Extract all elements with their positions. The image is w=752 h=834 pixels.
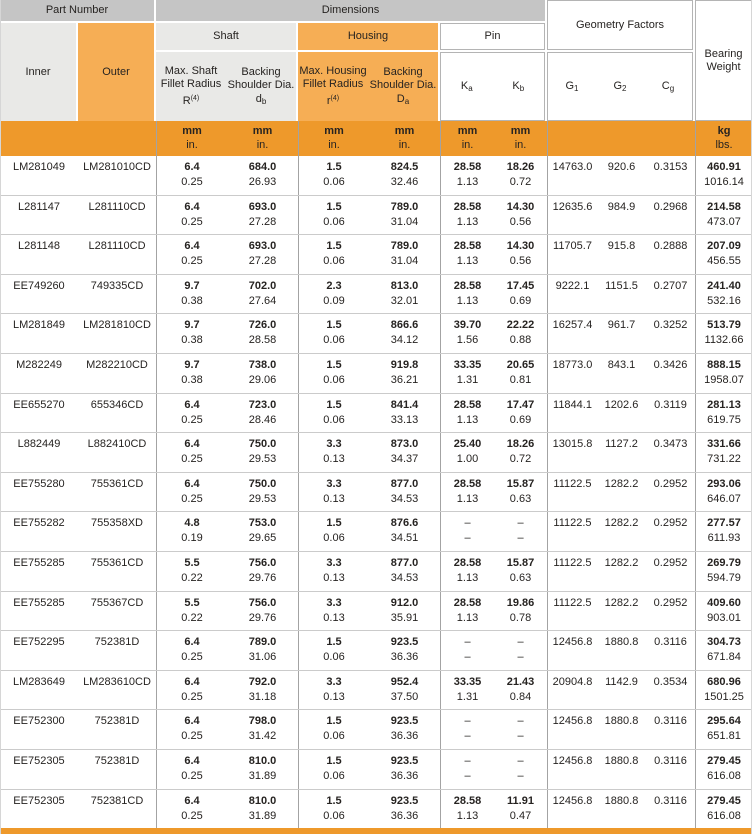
cell-inner: LM281849 [13, 319, 65, 332]
cell-shaft-fillet: 9.7 0.38 [156, 314, 227, 353]
cell-weight: 295.64 651.81 [695, 710, 752, 749]
cell-kb: 20.65 0.81 [506, 358, 535, 386]
cell-housing-fillet: 1.5 0.06 [298, 394, 369, 433]
cell-shaft-fillet: 5.5 0.22 [156, 592, 227, 631]
cell-g2: 1880.8 [604, 715, 639, 728]
cell-housing-fillet: 3.3 0.13 [298, 671, 369, 710]
cell-shaft-fillet: 6.4 0.25 [156, 473, 227, 512]
cell-g1: 11122.5 [547, 512, 597, 551]
cell-ka: – – [440, 750, 494, 789]
cell-g2: 1151.5 [605, 279, 638, 292]
header-kb: $K_b$ [512, 79, 525, 93]
table-left-border [0, 0, 1, 834]
table-row [0, 196, 752, 236]
cell-g1: 11122.5 [547, 473, 597, 512]
cell-kb: – – [517, 715, 524, 743]
cell-shaft-shoulder: 810.0 31.89 [248, 754, 277, 782]
cell-outer: 755367CD [90, 596, 144, 609]
cell-weight: 680.96 1501.25 [695, 671, 752, 710]
header-ka: $K_a$ [460, 79, 473, 93]
cell-outer: 655346CD [90, 398, 144, 411]
cell-shaft-shoulder: 792.0 31.18 [248, 675, 277, 703]
cell-housing-shoulder: 923.5 36.36 [390, 715, 419, 743]
table-row [0, 473, 752, 513]
cell-shaft-shoulder: 810.0 31.89 [248, 794, 277, 822]
cell-kb: 17.45 0.69 [506, 279, 535, 307]
cell-g2: 961.7 [607, 319, 636, 332]
cell-g2: 920.6 [607, 161, 636, 173]
units-part-number-blank [0, 121, 156, 156]
max-housing-fillet-radius-symbol: $r^{(4)}$ [326, 95, 340, 107]
cell-shaft-shoulder: 726.0 28.58 [248, 319, 277, 347]
cell-ka: 28.58 1.13 [440, 473, 494, 512]
header-part-number-label: Part Number [45, 4, 109, 16]
cell-shaft-fillet: 6.4 0.25 [156, 631, 227, 670]
cell-ka: 28.58 1.13 [440, 275, 494, 314]
cell-inner: L281147 [17, 200, 60, 213]
cell-housing-shoulder: 841.4 33.13 [390, 398, 419, 426]
cell-shaft-fillet: 6.4 0.25 [156, 235, 227, 274]
cell-inner: EE755285 [13, 596, 65, 609]
cell-inner: M282249 [16, 358, 62, 371]
cell-cg: 0.3116 [654, 715, 687, 728]
cell-housing-shoulder: 912.0 35.91 [390, 596, 419, 624]
cell-kb: 19.86 0.78 [506, 596, 535, 624]
units-kb: mm in. [510, 125, 531, 151]
cell-housing-shoulder: 876.6 34.51 [390, 517, 419, 545]
cell-weight: 460.91 1016.14 [695, 156, 752, 195]
cell-shaft-fillet: 6.4 0.25 [156, 750, 227, 789]
units-weight: kg lbs. [695, 121, 752, 156]
cell-g1: 12456.8 [547, 710, 597, 749]
cell-housing-shoulder: 866.6 34.12 [390, 319, 419, 347]
units-housing-shoulder: mm in. [394, 125, 415, 151]
cell-housing-fillet: 1.5 0.06 [298, 354, 369, 393]
cell-g1: 12456.8 [547, 631, 597, 670]
cell-housing-shoulder: 873.0 34.37 [390, 438, 419, 466]
header-outer [78, 23, 154, 121]
cell-housing-shoulder: 824.5 32.46 [390, 161, 419, 188]
header-shaft-label: Shaft [213, 30, 239, 42]
cell-housing-fillet: 1.5 0.06 [298, 750, 369, 789]
cell-g2: 843.1 [607, 358, 636, 371]
cell-outer: 755361CD [90, 477, 144, 490]
cell-inner: LM283649 [13, 675, 65, 688]
cell-weight: 214.58 473.07 [695, 196, 752, 235]
cell-housing-shoulder: 789.0 31.04 [390, 200, 419, 228]
header-shaft-columns [156, 52, 296, 121]
cell-g2: 1282.2 [604, 556, 639, 569]
table-row [0, 750, 752, 790]
cell-housing-shoulder: 952.4 37.50 [390, 675, 419, 703]
cell-shaft-fillet: 5.5 0.22 [156, 552, 227, 591]
cell-weight: 888.15 1958.07 [695, 354, 752, 393]
cell-cg: 0.3153 [653, 161, 688, 173]
cell-outer: LM281010CD [83, 161, 151, 173]
cell-outer: L882410CD [87, 438, 147, 451]
cell-weight: 269.79 594.79 [695, 552, 752, 591]
cell-housing-shoulder: 877.0 34.53 [390, 477, 419, 505]
cell-inner: EE749260 [13, 279, 65, 292]
header-pin-label: Pin [484, 30, 501, 42]
header-dimensions-label: Dimensions [321, 4, 380, 16]
cell-weight: 409.60 903.01 [695, 592, 752, 631]
cell-weight: 241.40 532.16 [695, 275, 752, 314]
cell-cg: 0.3473 [653, 438, 688, 451]
table-row [0, 592, 752, 632]
cell-shaft-fillet: 9.7 0.38 [156, 354, 227, 393]
cell-shaft-fillet: 6.4 0.25 [156, 394, 227, 433]
cell-shaft-fillet: 6.4 0.25 [156, 671, 227, 710]
max-shaft-fillet-radius-label: Max. Shaft Fillet Radius [160, 65, 222, 90]
header-housing-columns [298, 52, 438, 121]
cell-g2: 1282.2 [604, 596, 639, 609]
cell-housing-fillet: 1.5 0.06 [298, 512, 369, 551]
cell-housing-fillet: 1.5 0.06 [298, 790, 369, 829]
units-shaft-shoulder: mm in. [252, 125, 273, 151]
table-row [0, 710, 752, 750]
cell-kb: 18.26 0.72 [506, 438, 535, 466]
cell-inner: EE655270 [13, 398, 65, 411]
cell-g1: 11705.7 [547, 235, 597, 274]
cell-housing-shoulder: 923.5 36.36 [390, 754, 419, 782]
cell-housing-fillet: 3.3 0.13 [298, 552, 369, 591]
table-row [0, 790, 752, 829]
cell-g1: 11122.5 [547, 552, 597, 591]
table-row [0, 235, 752, 275]
cell-shaft-fillet: 6.4 0.25 [156, 710, 227, 749]
cell-weight: 331.66 731.22 [695, 433, 752, 472]
header-max-housing-fillet-radius [298, 52, 368, 121]
cell-inner: EE755282 [13, 517, 65, 530]
cell-kb: 18.26 0.72 [506, 161, 535, 188]
cell-ka: 33.35 1.31 [440, 354, 494, 393]
cell-ka: 28.58 1.13 [440, 235, 494, 274]
max-shaft-fillet-radius-symbol: $R^{(4)}$ [182, 95, 200, 107]
cell-g2: 915.8 [607, 240, 636, 253]
cell-outer: 752381CD [90, 794, 144, 807]
units-row [0, 121, 752, 156]
header-bearing-weight [695, 0, 752, 121]
cell-kb: 14.30 0.56 [506, 240, 535, 268]
cell-inner: EE755285 [13, 556, 65, 569]
header-geometry-factors [547, 0, 693, 50]
cell-shaft-fillet: 6.4 0.25 [156, 156, 227, 195]
cell-ka: 25.40 1.00 [440, 433, 494, 472]
cell-shaft-shoulder: 750.0 29.53 [248, 438, 277, 466]
cell-weight: 207.09 456.55 [695, 235, 752, 274]
cell-ka: 28.58 1.13 [440, 552, 494, 591]
cell-shaft-fillet: 4.8 0.19 [156, 512, 227, 551]
table-body [0, 156, 752, 828]
units-geometry-blank [547, 121, 695, 156]
cell-cg: 0.3252 [653, 319, 688, 332]
header-geometry-columns [547, 52, 693, 121]
cell-cg: 0.2952 [653, 556, 688, 569]
cell-outer: L281110CD [88, 200, 146, 213]
header-shaft-group [156, 23, 296, 50]
cell-outer: L281110CD [88, 240, 146, 253]
cell-shaft-shoulder: 750.0 29.53 [248, 477, 277, 505]
cell-inner: LM281049 [13, 161, 65, 173]
cell-g2: 1127.2 [605, 438, 638, 451]
cell-g1: 12635.6 [547, 196, 597, 235]
cell-housing-fillet: 1.5 0.06 [298, 156, 369, 195]
table-row [0, 671, 752, 711]
cell-cg: 0.2707 [653, 279, 688, 292]
cell-housing-fillet: 3.3 0.13 [298, 473, 369, 512]
cell-inner: EE752305 [13, 754, 65, 767]
cell-inner: L281148 [17, 240, 60, 253]
cell-shaft-shoulder: 684.0 26.93 [248, 161, 277, 188]
cell-g2: 1880.8 [604, 754, 639, 767]
cell-weight: 277.57 611.93 [695, 512, 752, 551]
cell-ka: – – [440, 631, 494, 670]
cell-g2: 1282.2 [604, 477, 639, 490]
cell-g1: 9222.1 [547, 275, 597, 314]
housing-backing-shoulder-symbol: $D_a$ [396, 92, 410, 106]
cell-shaft-shoulder: 693.0 27.28 [248, 240, 277, 268]
cell-inner: EE752305 [13, 794, 65, 807]
max-housing-fillet-radius-label: Max. Housing Fillet Radius [299, 65, 367, 90]
header-dimensions [156, 0, 545, 21]
table-row [0, 156, 752, 196]
cell-g2: 1202.6 [604, 398, 639, 411]
cell-g1: 20904.8 [547, 671, 597, 710]
cell-shaft-fillet: 6.4 0.25 [156, 433, 227, 472]
cell-inner: L882449 [17, 438, 61, 451]
table-row [0, 512, 752, 552]
cell-shaft-shoulder: 693.0 27.28 [248, 200, 277, 228]
cell-cg: 0.3426 [653, 358, 688, 371]
cell-shaft-fillet: 9.7 0.38 [156, 275, 227, 314]
cell-shaft-shoulder: 753.0 29.65 [248, 517, 277, 545]
table-row [0, 394, 752, 434]
cell-ka: – – [440, 710, 494, 749]
cell-housing-shoulder: 923.5 36.36 [390, 636, 419, 664]
cell-kb: – – [517, 517, 524, 545]
cell-weight: 281.13 619.75 [695, 394, 752, 433]
cell-housing-fillet: 3.3 0.13 [298, 433, 369, 472]
cell-outer: M282210CD [86, 358, 148, 371]
header-pin-group [440, 23, 545, 50]
cell-kb: 15.87 0.63 [506, 556, 535, 584]
cell-ka: 28.58 1.13 [440, 196, 494, 235]
cell-inner: EE755280 [13, 477, 65, 490]
cell-ka: 28.58 1.13 [440, 394, 494, 433]
cell-outer: LM283610CD [83, 675, 151, 688]
shaft-backing-shoulder-symbol: $d_b$ [255, 92, 267, 106]
table-row [0, 314, 752, 354]
header-shaft-backing-shoulder-dia [226, 52, 296, 121]
cell-g2: 984.9 [607, 200, 636, 213]
table-header [0, 0, 752, 121]
cell-shaft-shoulder: 798.0 31.42 [248, 715, 277, 743]
header-inner [0, 23, 76, 121]
cell-kb: 11.91 0.47 [507, 794, 534, 822]
cell-shaft-fillet: 6.4 0.25 [156, 790, 227, 829]
cell-cg: 0.3116 [654, 754, 687, 767]
cell-kb: 14.30 0.56 [506, 200, 535, 228]
header-g1: $G_1$ [565, 79, 579, 93]
cell-weight: 513.79 1132.66 [695, 314, 752, 353]
cell-ka: – – [440, 512, 494, 551]
cell-g1: 11844.1 [547, 394, 597, 433]
table-row [0, 552, 752, 592]
table-row [0, 631, 752, 671]
cell-cg: 0.3116 [654, 794, 687, 807]
header-part-number [0, 0, 154, 21]
cell-shaft-shoulder: 723.0 28.46 [248, 398, 277, 426]
header-max-shaft-fillet-radius [156, 52, 226, 121]
table-row [0, 433, 752, 473]
cell-g1: 12456.8 [547, 790, 597, 829]
header-geometry-factors-label: Geometry Factors [575, 18, 665, 31]
cell-housing-shoulder: 813.0 32.01 [390, 279, 419, 307]
cell-housing-fillet: 3.3 0.13 [298, 592, 369, 631]
units-shaft-fillet: mm in. [156, 121, 227, 156]
cell-kb: 17.47 0.69 [506, 398, 535, 426]
cell-housing-fillet: 1.5 0.06 [298, 314, 369, 353]
cell-cg: 0.2952 [653, 517, 688, 530]
units-housing-fillet: mm in. [298, 121, 369, 156]
cell-shaft-shoulder: 789.0 31.06 [248, 636, 277, 664]
cell-weight: 293.06 646.07 [695, 473, 752, 512]
header-inner-label: Inner [25, 65, 51, 78]
cell-outer: 755358XD [91, 517, 143, 530]
cell-housing-fillet: 2.3 0.09 [298, 275, 369, 314]
cell-housing-shoulder: 789.0 31.04 [390, 240, 419, 268]
footer-accent-bar [0, 828, 752, 834]
cell-outer: 752381D [94, 754, 140, 767]
cell-shaft-fillet: 6.4 0.25 [156, 196, 227, 235]
cell-housing-fillet: 1.5 0.06 [298, 235, 369, 274]
cell-cg: 0.3119 [654, 398, 687, 411]
header-bearing-weight-label: Bearing Weight [704, 47, 743, 73]
cell-housing-shoulder: 877.0 34.53 [390, 556, 419, 584]
cell-inner: EE752295 [13, 636, 65, 649]
cell-g1: 16257.4 [547, 314, 597, 353]
housing-backing-shoulder-label: Backing Shoulder Dia. [369, 65, 437, 91]
header-pin-columns [440, 52, 545, 121]
cell-cg: 0.2888 [653, 240, 688, 253]
cell-ka: 28.58 1.13 [440, 592, 494, 631]
header-housing-label: Housing [347, 30, 389, 42]
cell-outer: 752381D [94, 636, 140, 649]
cell-housing-fillet: 1.5 0.06 [298, 196, 369, 235]
header-housing-backing-shoulder-dia [368, 52, 438, 121]
cell-outer: 752381D [94, 715, 140, 728]
cell-g2: 1880.8 [604, 794, 639, 807]
cell-g1: 13015.8 [547, 433, 597, 472]
cell-shaft-shoulder: 756.0 29.76 [248, 596, 277, 624]
cell-outer: 749335CD [90, 279, 144, 292]
cell-inner: EE752300 [13, 715, 65, 728]
cell-shaft-shoulder: 756.0 29.76 [248, 556, 277, 584]
cell-g1: 12456.8 [547, 750, 597, 789]
units-ka: mm in. [440, 121, 494, 156]
cell-outer: 755361CD [90, 556, 144, 569]
cell-ka: 39.70 1.56 [440, 314, 494, 353]
cell-kb: – – [517, 754, 524, 782]
header-housing-group [298, 23, 438, 50]
cell-cg: 0.2952 [653, 477, 688, 490]
cell-cg: 0.3534 [653, 675, 688, 688]
table-row [0, 354, 752, 394]
cell-weight: 279.45 616.08 [695, 750, 752, 789]
cell-cg: 0.2952 [653, 596, 688, 609]
cell-g2: 1282.2 [604, 517, 639, 530]
cell-g2: 1142.9 [605, 675, 638, 688]
shaft-backing-shoulder-label: Backing Shoulder Dia. [227, 65, 295, 91]
cell-g1: 14763.0 [547, 156, 597, 195]
header-outer-label: Outer [102, 65, 130, 78]
cell-housing-shoulder: 919.8 36.21 [390, 358, 419, 386]
cell-shaft-shoulder: 702.0 27.64 [248, 279, 277, 307]
cell-shaft-shoulder: 738.0 29.06 [248, 358, 277, 386]
cell-ka: 28.58 1.13 [440, 156, 494, 195]
header-cg: $C_g$ [661, 79, 675, 93]
cell-weight: 279.45 616.08 [695, 790, 752, 829]
cell-outer: LM281810CD [83, 319, 151, 332]
table-row [0, 275, 752, 315]
cell-g1: 11122.5 [547, 592, 597, 631]
cell-kb: – – [517, 636, 524, 664]
cell-kb: 22.22 0.88 [506, 319, 535, 347]
cell-g2: 1880.8 [604, 636, 639, 649]
cell-kb: 21.43 0.84 [506, 675, 535, 703]
cell-kb: 15.87 0.63 [506, 477, 535, 505]
cell-housing-fillet: 1.5 0.06 [298, 710, 369, 749]
cell-ka: 33.35 1.31 [440, 671, 494, 710]
cell-ka: 28.58 1.13 [440, 790, 494, 829]
cell-g1: 18773.0 [547, 354, 597, 393]
cell-cg: 0.3116 [654, 636, 687, 649]
cell-weight: 304.73 671.84 [695, 631, 752, 670]
cell-housing-shoulder: 923.5 36.36 [390, 794, 419, 822]
cell-cg: 0.2968 [653, 200, 688, 213]
header-g2: $G_2$ [613, 79, 627, 93]
cell-housing-fillet: 1.5 0.06 [298, 631, 369, 670]
